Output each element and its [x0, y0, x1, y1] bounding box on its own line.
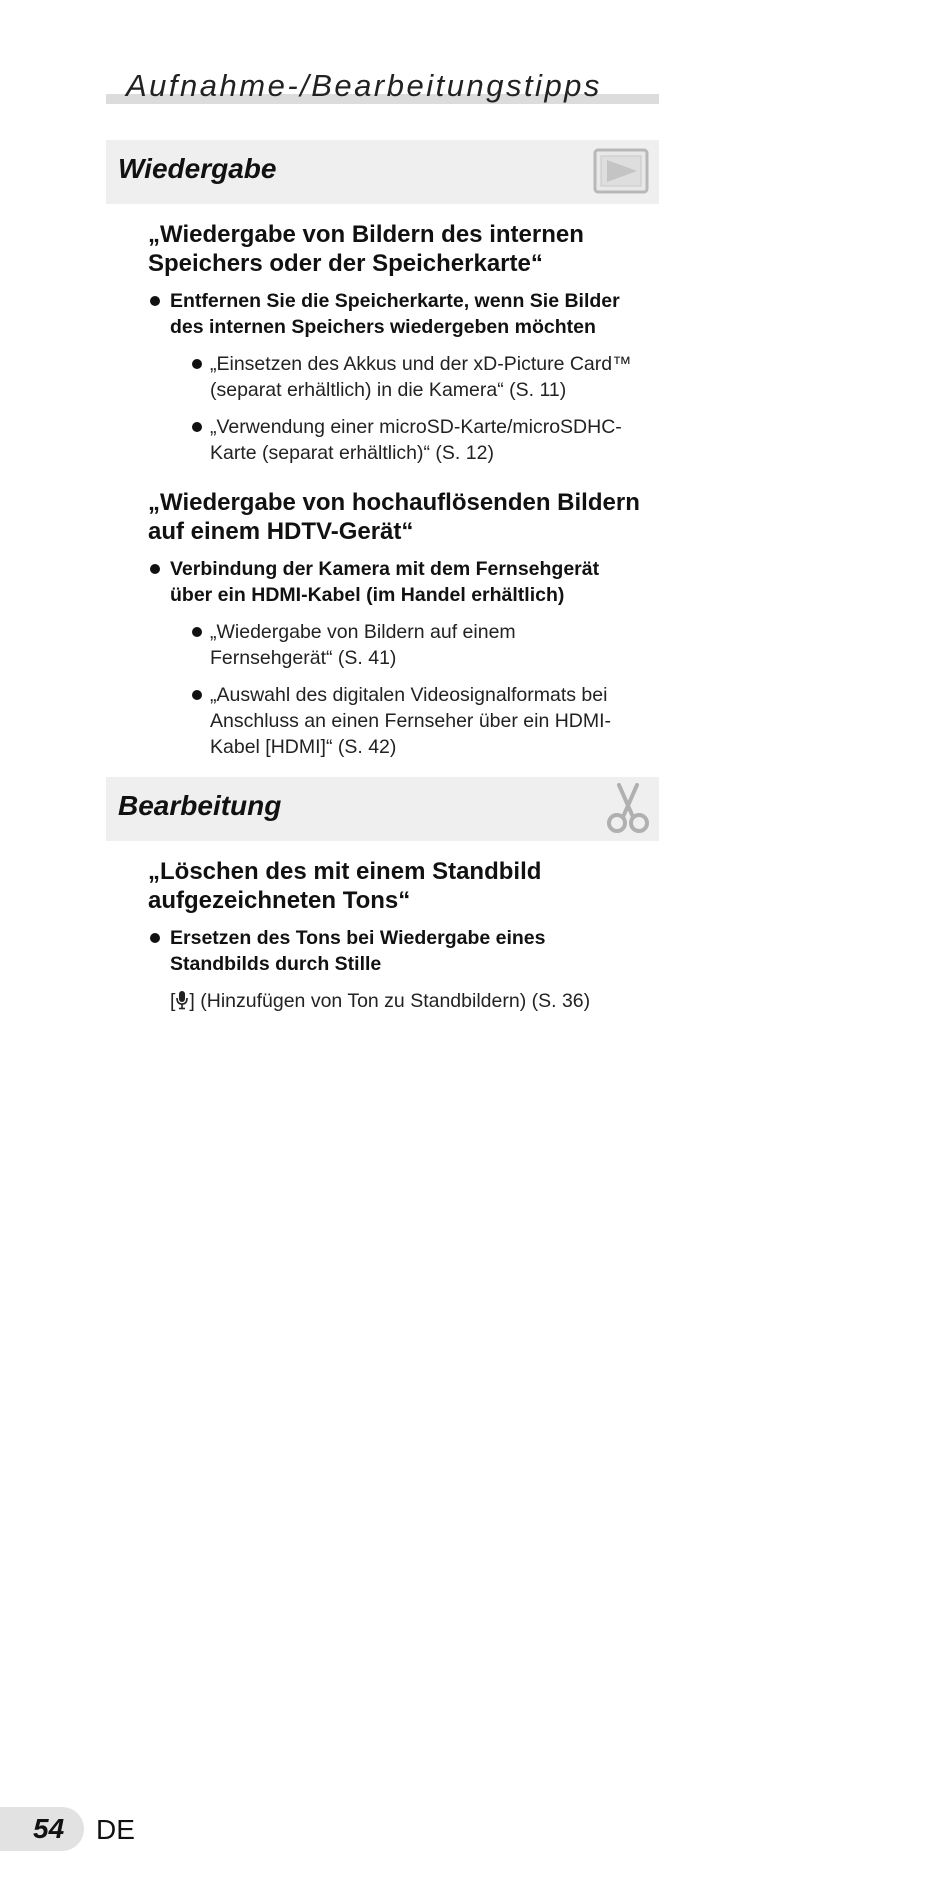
bullet-line: Ersetzen des Tons bei Wiedergabe eines	[170, 927, 546, 949]
reference-bullet	[148, 619, 668, 671]
topic-delete-sound	[148, 857, 668, 1014]
language-code: DE	[96, 1814, 135, 1845]
reference-line: „Verwendung einer microSD-Karte/microSDHC-	[210, 416, 622, 438]
bracket-open: [	[170, 990, 176, 1012]
reference-line: „Einsetzen des Akkus und der xD-Picture Card™	[210, 353, 632, 375]
section-title-wiedergabe: Wiedergabe	[118, 153, 277, 184]
heading-line: „Wiedergabe von Bildern des internen	[148, 221, 584, 248]
bullet-line: Standbilds durch Stille	[170, 953, 382, 975]
primary-bullet	[148, 556, 668, 608]
microphone-icon	[175, 990, 189, 1010]
bullet-line: des internen Speichers wiedergeben möchten	[170, 316, 596, 338]
scissors-icon	[605, 783, 651, 840]
topic-hdtv-playback	[148, 488, 668, 760]
reference-bullet	[148, 351, 668, 403]
topic-heading	[148, 857, 668, 915]
section-bar-bearbeitung	[106, 777, 659, 841]
heading-line: „Löschen des mit einem Standbild	[148, 858, 542, 885]
menu-reference	[148, 988, 668, 1014]
bullet-line: Verbindung der Kamera mit dem Fernsehgerät	[170, 558, 600, 580]
heading-line: Speichers oder der Speicherkarte“	[148, 250, 543, 277]
topic-playback-memory	[148, 220, 668, 466]
bullet-line: über ein HDMI-Kabel (im Handel erhältlich)	[170, 584, 565, 606]
reference-text: ] (Hinzufügen von Ton zu Standbildern) (S. 36)	[189, 990, 591, 1012]
heading-line: „Wiedergabe von hochauflösenden Bildern	[148, 489, 640, 516]
play-icon	[593, 148, 649, 199]
reference-line: Karte (separat erhältlich)“ (S. 12)	[210, 442, 494, 464]
reference-line: Kabel [HDMI]“ (S. 42)	[210, 736, 397, 758]
topic-heading	[148, 488, 668, 546]
section-bar-wiedergabe	[106, 140, 659, 204]
heading-line: aufgezeichneten Tons“	[148, 887, 411, 914]
primary-bullet	[148, 288, 668, 340]
page-number: 54	[33, 1813, 65, 1844]
heading-line: auf einem HDTV-Gerät“	[148, 518, 414, 545]
topic-heading	[148, 220, 668, 278]
reference-bullet	[148, 414, 668, 466]
reference-line: „Wiedergabe von Bildern auf einem	[210, 621, 516, 643]
page-title: Aufnahme-/Bearbeitungstipps	[126, 68, 602, 103]
reference-bullet	[148, 682, 668, 760]
reference-line: Fernsehgerät“ (S. 41)	[210, 647, 397, 669]
section-title-bearbeitung: Bearbeitung	[118, 790, 282, 821]
page-header	[106, 62, 659, 104]
reference-line: „Auswahl des digitalen Videosignalformats bei	[210, 684, 608, 706]
reference-line: Anschluss an einen Fernseher über ein HDMI-	[210, 710, 612, 732]
bullet-line: Entfernen Sie die Speicherkarte, wenn Sie Bilder	[170, 290, 620, 312]
reference-line: (separat erhältlich) in die Kamera“ (S. 11)	[210, 379, 567, 401]
primary-bullet	[148, 925, 668, 977]
